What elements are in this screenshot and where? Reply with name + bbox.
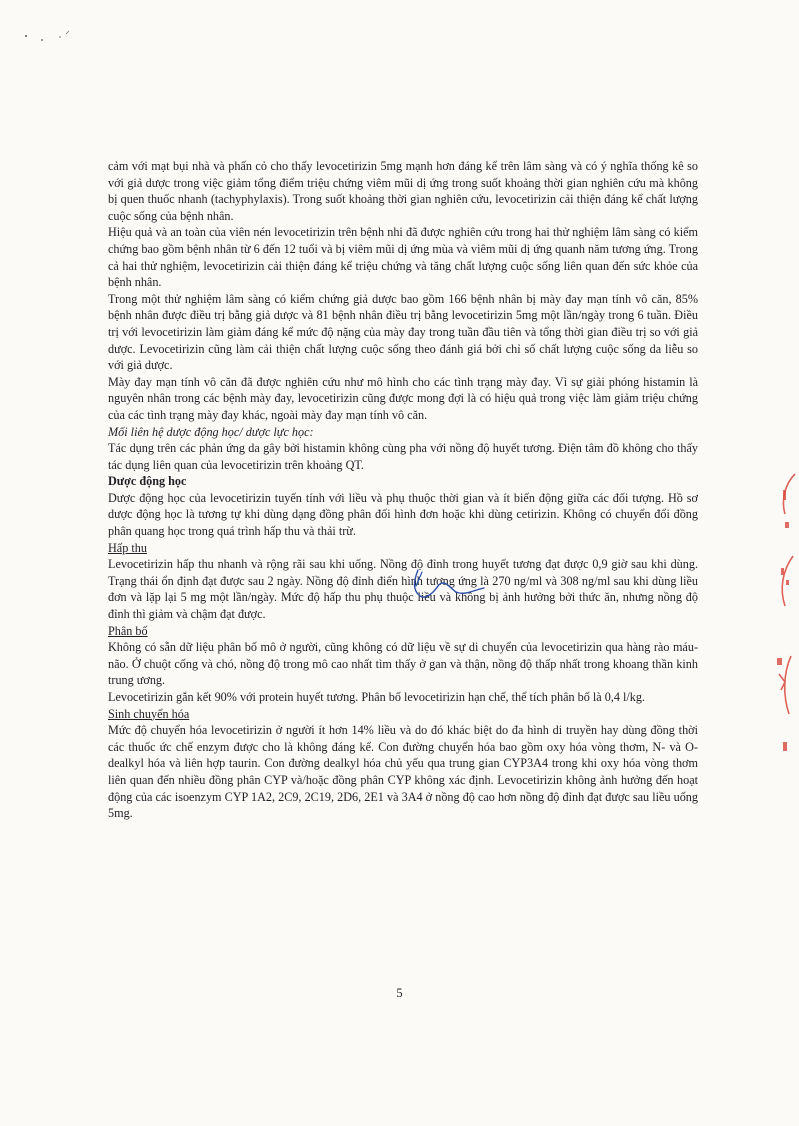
section-heading: Dược động học [108, 474, 187, 489]
page-number: 5 [396, 986, 403, 1000]
body-paragraph: Levocetirizin hấp thu nhanh và rộng rãi sau khi uống. Nồng độ đỉnh trong huyết tương đạt được 0,9 giờ sau khi dùng. Trạng thái ổn định đạt được sau 2 ngày. Nồng độ đỉnh điển hình tương ứng là 270 ng/ml và 308 ng/ml sau khi dùng liều đơn và lặp lại 5 mg một lần/ngày. Mức độ hấp thu phụ thuộc liều và không bị ảnh hưởng bởi thức ăn, nhưng nồng độ đỉnh thì giảm và chậm đạt được. [108, 557, 698, 622]
section-subheading: Phân bố [108, 623, 148, 638]
body-paragraph: Hiệu quả và an toàn của viên nén levocetirizin trên bệnh nhi đã được nghiên cứu trong hai thử nghiệm lâm sàng có kiểm chứng bao gồm bệnh nhân từ 6 đến 12 tuổi và bị viêm mũi dị ứng mùa và viêm mũi dị ứng quanh năm tương ứng. Trong cả hai thử nghiệm, levocetirizin cải thiện đáng kể triệu chứng và tăng chất lượng cuộc sống liên quan đến sức khỏe của bệnh nhân. [108, 225, 698, 290]
body-paragraph: cảm với mạt bụi nhà và phấn cỏ cho thấy levocetirizin 5mg mạnh hơn đáng kể trên lâm sàng và có ý nghĩa thống kê so với giả dược trong việc giảm tổng điểm triệu chứng viêm mũi dị ứng trong suốt khoảng thời gian nghiên cứu mà không bị quen thuốc nhanh (tachyphylaxis). Trong suốt khoảng thời gian nghiên cứu, levocetirizin cải thiện đáng kể chất lượng cuộc sống của bệnh nhân. [108, 159, 698, 223]
body-paragraph: Mày đay mạn tính vô căn đã được nghiên cứu như mô hình cho các tình trạng mày đay. Vì sự giải phóng histamin là nguyên nhân trong các bệnh mày đay, levocetirizin cũng được mong đợi là có hiệu quả trong việc làm giảm triệu chứng của các tình trạng mày đay khác, ngoài mày đay mạn tính vô căn. [108, 374, 698, 422]
section-subheading: Sinh chuyển hóa [108, 706, 190, 721]
document-body [108, 158, 698, 822]
body-paragraph: Tác dụng trên các phản ứng da gây bởi histamin không cùng pha với nồng độ huyết tương. Điện tâm đồ không cho thấy tác dụng liên quan của levocetirizin trên khoảng QT. [108, 441, 698, 472]
body-paragraph: Dược động học của levocetirizin tuyến tính với liều và phụ thuộc thời gian và ít biến động giữa các đối tượng. Hồ sơ dược động học là tương tự khi dùng dạng đồng phân đối hình đơn hoặc khi dùng cetirizin. Không có chuyển đổi đồng phân quang học trong quá trình hấp thu và thải trừ. [108, 490, 698, 539]
body-paragraph: Levocetirizin gắn kết 90% với protein huyết tương. Phân bố levocetirizin hạn chế, thể tích phân bố là 0,4 l/kg. [108, 690, 645, 704]
scan-speck-marks [22, 28, 82, 48]
body-paragraph: Trong một thử nghiệm lâm sàng có kiểm chứng giả dược bao gồm 166 bệnh nhân bị mày đay mạn tính vô căn, 85% bệnh nhân được điều trị bằng giả dược và 81 bệnh nhân điều trị bằng levocetirizin 5mg một lần/ngày trong 6 tuần. Điều trị với levocetirizin làm giảm đáng kể mức độ nặng của mày đay trong tuần đầu tiên và tổng thời gian điều trị so với giả dược. Levocetirizin cũng làm cải thiện chất lượng cuộc sống theo đánh giá bởi chỉ số chất lượng cuộc sống da liễu so với giả dược. [108, 291, 698, 373]
section-subheading: Mối liên hệ dược động học/ dược lực học: [108, 424, 314, 439]
body-paragraph: Mức độ chuyển hóa levocetirizin ở người ít hơn 14% liều và do đó khác biệt do đa hình di truyền hay dùng đồng thời các thuốc ức chế enzym được cho là không đáng kể. Con đường chuyển hóa bao gồm oxy hóa vòng thơm, N- và O-dealkyl hóa và liên hợp taurin. Con đường dealkyl hóa chủ yếu qua trung gian CYP3A4 trong khi oxy hóa vòng thơm liên quan đến nhiều đồng phân CYP và/hoặc đồng phân CYP không xác định. Levocetirizin không ảnh hưởng đến hoạt động của các isoenzym CYP 1A2, 2C9, 2C19, 2D6, 2E1 và 3A4 ở nồng độ cao hơn nồng độ đỉnh đạt được sau liều uống 5mg. [108, 723, 698, 821]
partial-red-stamp [755, 460, 799, 760]
body-paragraph: Không có sẵn dữ liệu phân bố mô ở người, cũng không có dữ liệu về sự di chuyển của levocetirizin qua hàng rào máu-não. Ở chuột cống và chó, nồng độ trong mô cao nhất tìm thấy ở gan và thận, nồng độ thấp nhất trong khoang thần kinh trung ương. [108, 640, 698, 688]
section-subheading: Hấp thu [108, 540, 147, 555]
